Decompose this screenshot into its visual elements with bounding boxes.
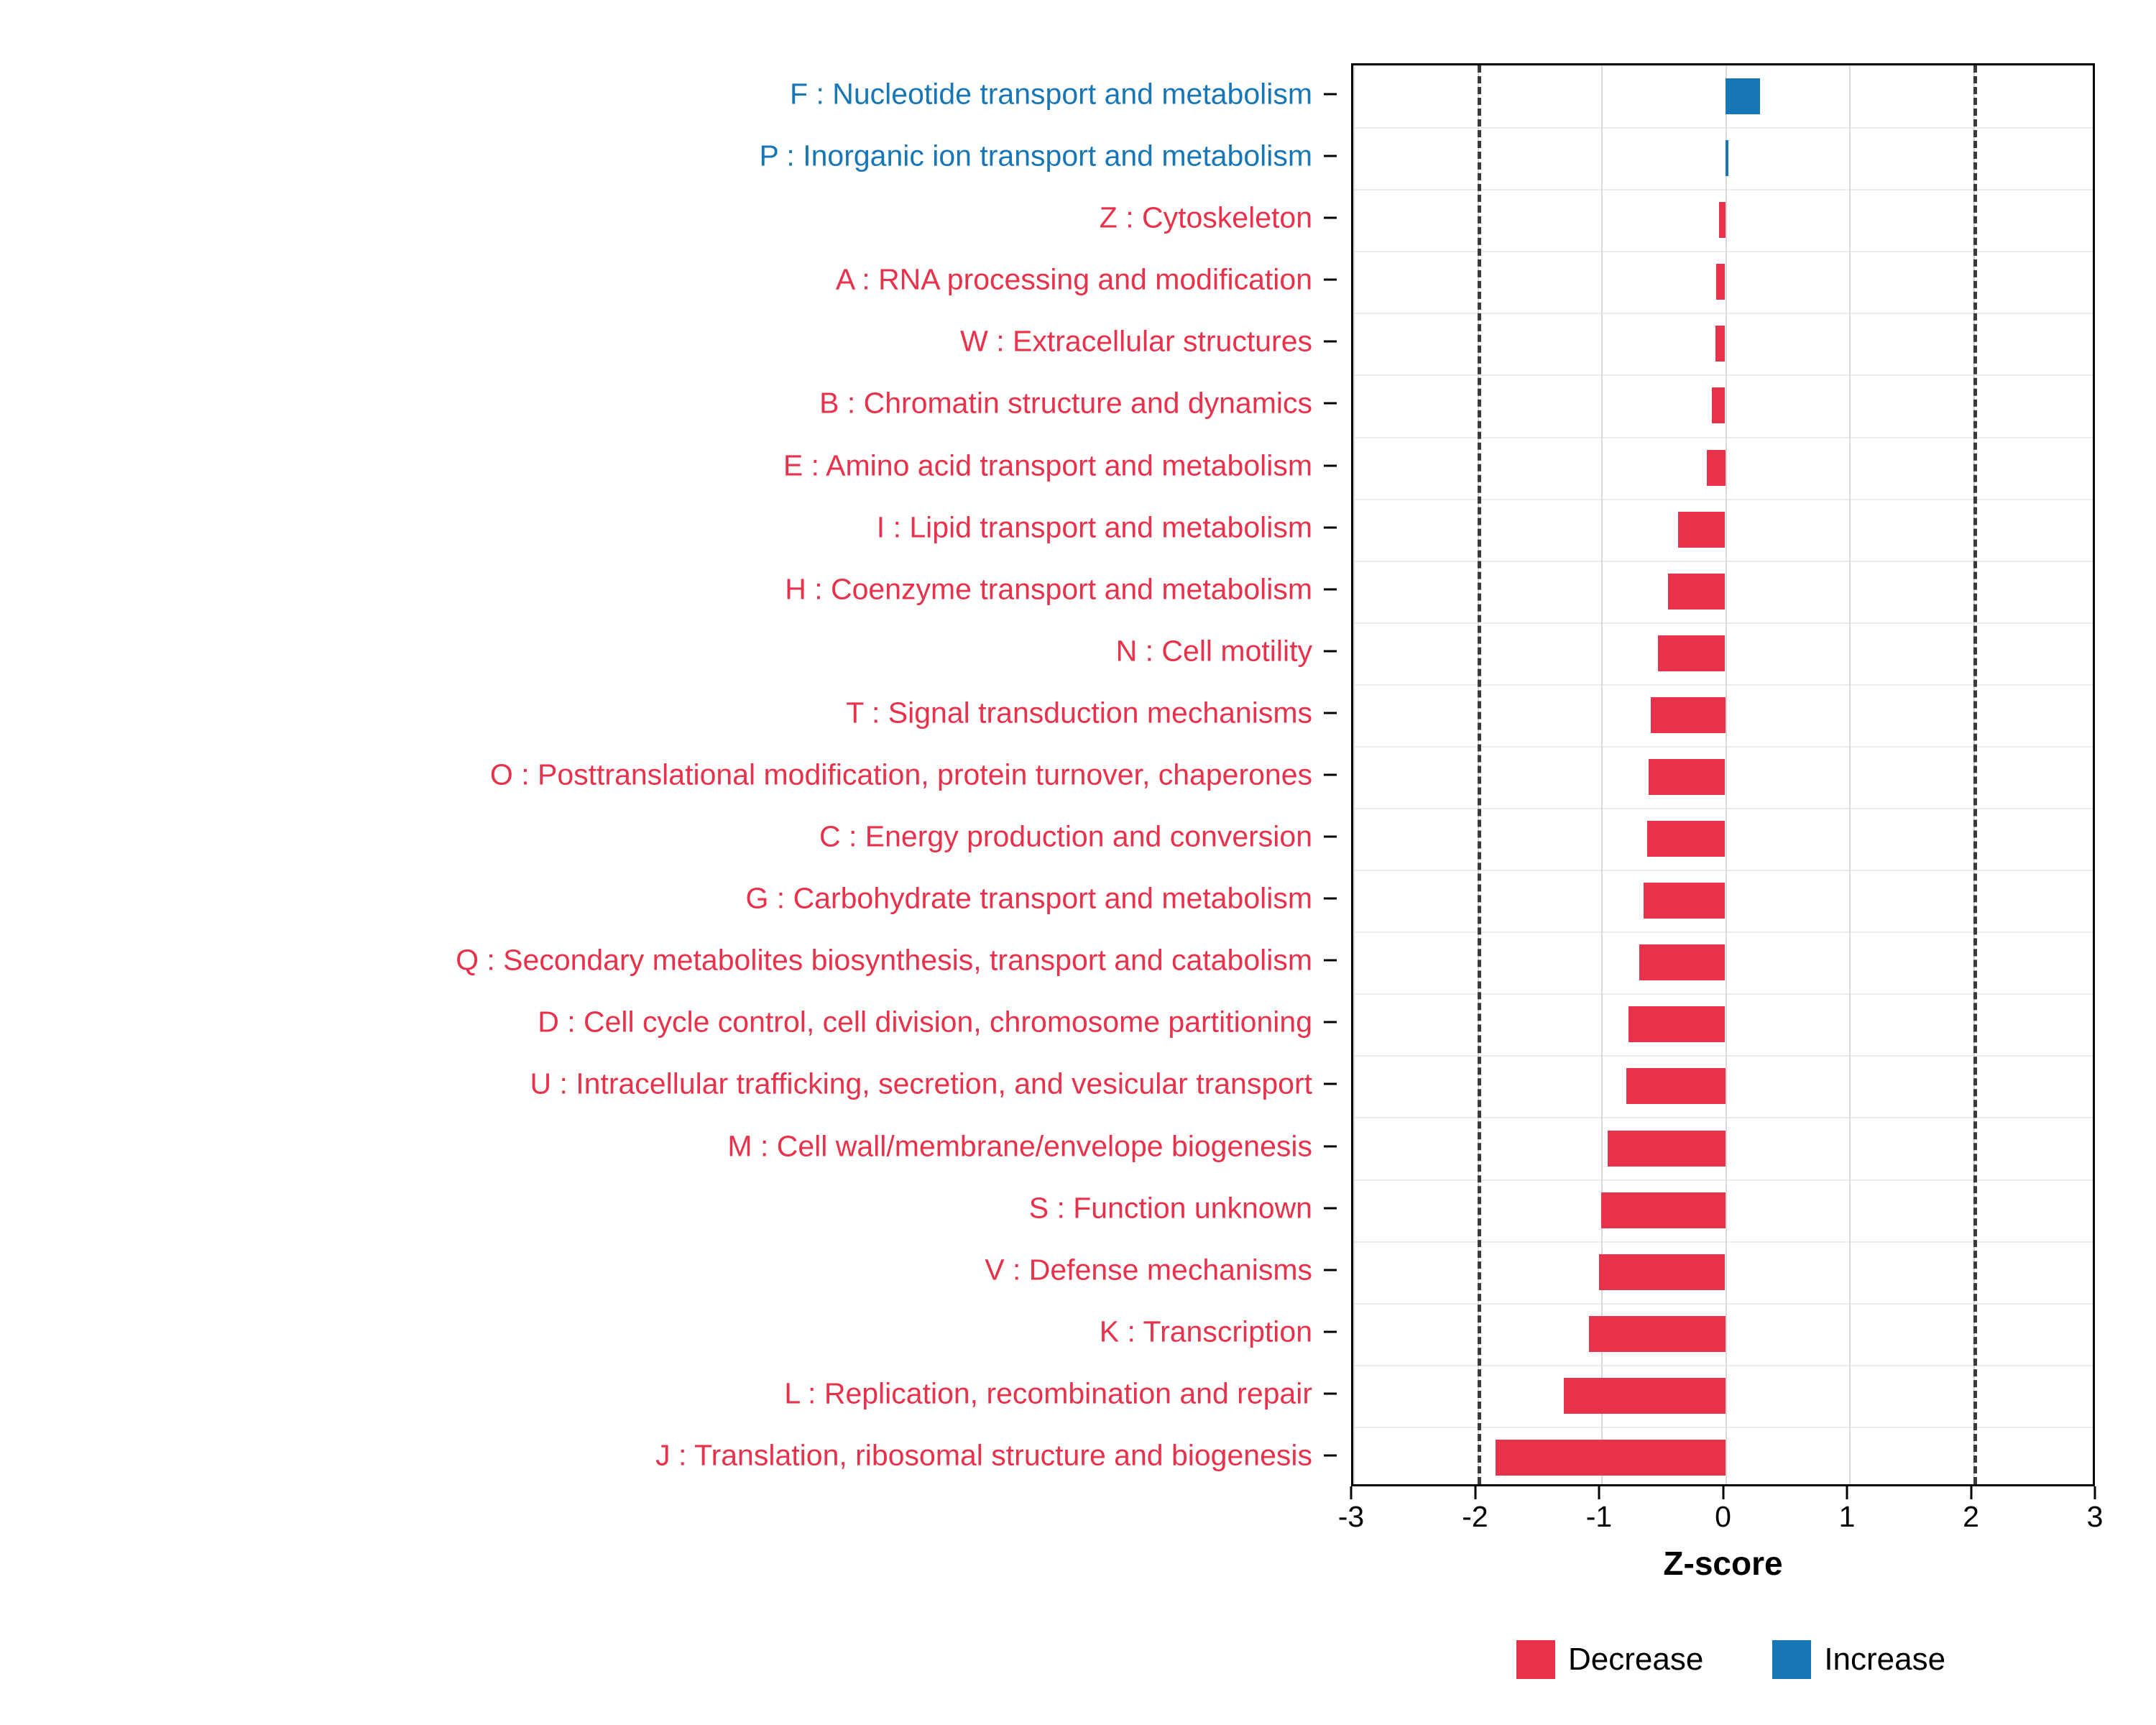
x-axis-tick <box>1846 1486 1848 1499</box>
y-axis-tick <box>1324 341 1337 343</box>
bar <box>1726 78 1760 114</box>
gridline-horizontal <box>1353 932 2093 933</box>
gridline-horizontal <box>1353 251 2093 252</box>
y-axis-labels <box>0 63 1337 1486</box>
x-axis-tick-label: -3 <box>1337 1500 1365 1533</box>
y-axis-tick <box>1324 712 1337 714</box>
x-axis-tick <box>1474 1486 1476 1499</box>
x-axis-tick-label: 0 <box>1715 1500 1731 1533</box>
bar <box>1626 1068 1726 1104</box>
bar <box>1716 264 1725 300</box>
gridline-horizontal <box>1353 622 2093 624</box>
y-axis-tick <box>1324 1145 1337 1147</box>
y-axis-tick <box>1324 1021 1337 1024</box>
y-axis-tick <box>1324 1330 1337 1333</box>
y-axis-tick <box>1324 650 1337 652</box>
bar <box>1599 1254 1726 1290</box>
x-axis-tick <box>2094 1486 2096 1499</box>
x-axis-tick-label: -2 <box>1462 1500 1488 1533</box>
bar <box>1649 759 1726 795</box>
bar <box>1658 635 1725 671</box>
y-axis-label: E : Amino acid transport and metabolism <box>783 448 1312 482</box>
gridline-horizontal <box>1353 437 2093 438</box>
y-axis-tick <box>1324 774 1337 776</box>
gridline-horizontal <box>1353 189 2093 190</box>
y-axis-label: U : Intracellular trafficking, secretion, and vesicular transport <box>530 1067 1312 1100</box>
bar <box>1678 512 1726 548</box>
gridline-horizontal <box>1353 1427 2093 1428</box>
y-axis-label: C : Energy production and conversion <box>819 819 1312 853</box>
y-axis-tick <box>1324 898 1337 900</box>
y-axis-tick <box>1324 1392 1337 1394</box>
y-axis-tick <box>1324 1269 1337 1271</box>
plot-area <box>1351 63 2095 1486</box>
y-axis-label: Z : Cytoskeleton <box>1099 201 1312 234</box>
bar <box>1564 1378 1725 1414</box>
y-axis-label: M : Cell wall/membrane/envelope biogenesis <box>727 1129 1312 1163</box>
y-axis-tick <box>1324 464 1337 466</box>
bar <box>1712 387 1726 423</box>
y-axis-tick <box>1324 1083 1337 1085</box>
gridline-horizontal <box>1353 993 2093 995</box>
x-axis-tick <box>1722 1486 1724 1499</box>
y-axis-label: V : Defense mechanisms <box>985 1253 1312 1287</box>
gridline-vertical <box>1726 65 1727 1484</box>
gridline-horizontal <box>1353 746 2093 748</box>
x-axis-tick <box>1350 1486 1353 1499</box>
y-axis-label: I : Lipid transport and metabolism <box>876 510 1312 544</box>
threshold-line <box>1478 65 1481 1484</box>
threshold-line <box>1973 65 1977 1484</box>
gridline-vertical <box>1353 65 1355 1484</box>
y-axis-tick <box>1324 402 1337 405</box>
chart-legend <box>1516 1640 1945 1679</box>
x-axis-title: Z-score <box>1663 1545 1783 1582</box>
gridline-horizontal <box>1353 808 2093 809</box>
bar <box>1651 697 1726 733</box>
y-axis-tick <box>1324 588 1337 590</box>
gridline-horizontal <box>1353 1241 2093 1243</box>
x-axis-tick-label: 1 <box>1838 1500 1856 1533</box>
y-axis-label: F : Nucleotide transport and metabolism <box>790 77 1312 111</box>
y-axis-label: G : Carbohydrate transport and metabolism <box>745 881 1312 915</box>
bar <box>1496 1440 1725 1476</box>
y-axis-tick <box>1324 526 1337 528</box>
bar <box>1589 1316 1726 1352</box>
x-axis-ticks <box>1337 1486 2104 1537</box>
x-axis-tick-label: 2 <box>1963 1500 1979 1533</box>
y-axis-label: N : Cell motility <box>1115 634 1312 668</box>
gridline-horizontal <box>1353 1303 2093 1305</box>
x-axis-tick <box>1598 1486 1600 1499</box>
y-axis-label: O : Posttranslational modification, protein turnover, chaperones <box>489 758 1312 791</box>
y-axis-label: T : Signal transduction mechanisms <box>846 696 1312 730</box>
y-axis-tick <box>1324 279 1337 281</box>
y-axis-label: A : RNA processing and modification <box>835 262 1312 296</box>
bar <box>1707 450 1726 486</box>
gridline-horizontal <box>1353 127 2093 129</box>
y-axis-label: B : Chromatin structure and dynamics <box>819 386 1312 420</box>
gridline-horizontal <box>1353 684 2093 686</box>
x-axis-tick-label: 3 <box>2086 1500 2104 1533</box>
gridline-horizontal <box>1353 1365 2093 1366</box>
bar <box>1628 1006 1726 1042</box>
y-axis-label: L : Replication, recombination and repair <box>784 1376 1312 1410</box>
bar <box>1726 140 1728 176</box>
y-axis-tick <box>1324 960 1337 962</box>
y-axis-label: Q : Secondary metabolites biosynthesis, transport and catabolism <box>456 943 1312 977</box>
y-axis-label: W : Extracellular structures <box>960 324 1312 358</box>
y-axis-tick <box>1324 155 1337 157</box>
bar <box>1644 883 1726 919</box>
bar <box>1601 1192 1726 1228</box>
gridline-horizontal <box>1353 1055 2093 1057</box>
y-axis-tick <box>1324 93 1337 96</box>
bar <box>1719 202 1726 238</box>
legend-label: Decrease <box>1568 1642 1704 1677</box>
y-axis-label: K : Transcription <box>1099 1315 1312 1348</box>
y-axis-label: S : Function unknown <box>1028 1191 1312 1225</box>
bar <box>1608 1131 1726 1167</box>
legend-item-increase[interactable] <box>1772 1640 1945 1679</box>
y-axis-label: J : Translation, ribosomal structure and biogenesis <box>655 1438 1312 1472</box>
bar <box>1668 574 1725 610</box>
gridline-horizontal <box>1353 499 2093 500</box>
y-axis-tick <box>1324 1207 1337 1209</box>
gridline-horizontal <box>1353 1179 2093 1181</box>
legend-swatch-decrease <box>1516 1640 1555 1679</box>
gridline-vertical <box>1849 65 1851 1484</box>
legend-item-decrease[interactable] <box>1516 1640 1703 1679</box>
y-axis-tick <box>1324 836 1337 838</box>
gridline-horizontal <box>1353 374 2093 376</box>
legend-label: Increase <box>1824 1642 1946 1677</box>
gridline-horizontal <box>1353 313 2093 314</box>
x-axis-tick-label: -1 <box>1585 1500 1613 1533</box>
gridline-horizontal <box>1353 561 2093 562</box>
bar <box>1639 944 1725 980</box>
gridline-horizontal <box>1353 870 2093 871</box>
bar <box>1715 326 1726 362</box>
bar <box>1647 821 1726 857</box>
x-axis-tick <box>1970 1486 1972 1499</box>
y-axis-label: P : Inorganic ion transport and metabolism <box>759 139 1312 172</box>
legend-swatch-increase <box>1772 1640 1811 1679</box>
gridline-horizontal <box>1353 65 2093 67</box>
y-axis-tick <box>1324 217 1337 219</box>
gridline-horizontal <box>1353 1117 2093 1118</box>
y-axis-label: H : Coenzyme transport and metabolism <box>785 572 1312 606</box>
y-axis-label: D : Cell cycle control, cell division, chromosome partitioning <box>538 1005 1312 1039</box>
y-axis-tick <box>1324 1454 1337 1456</box>
